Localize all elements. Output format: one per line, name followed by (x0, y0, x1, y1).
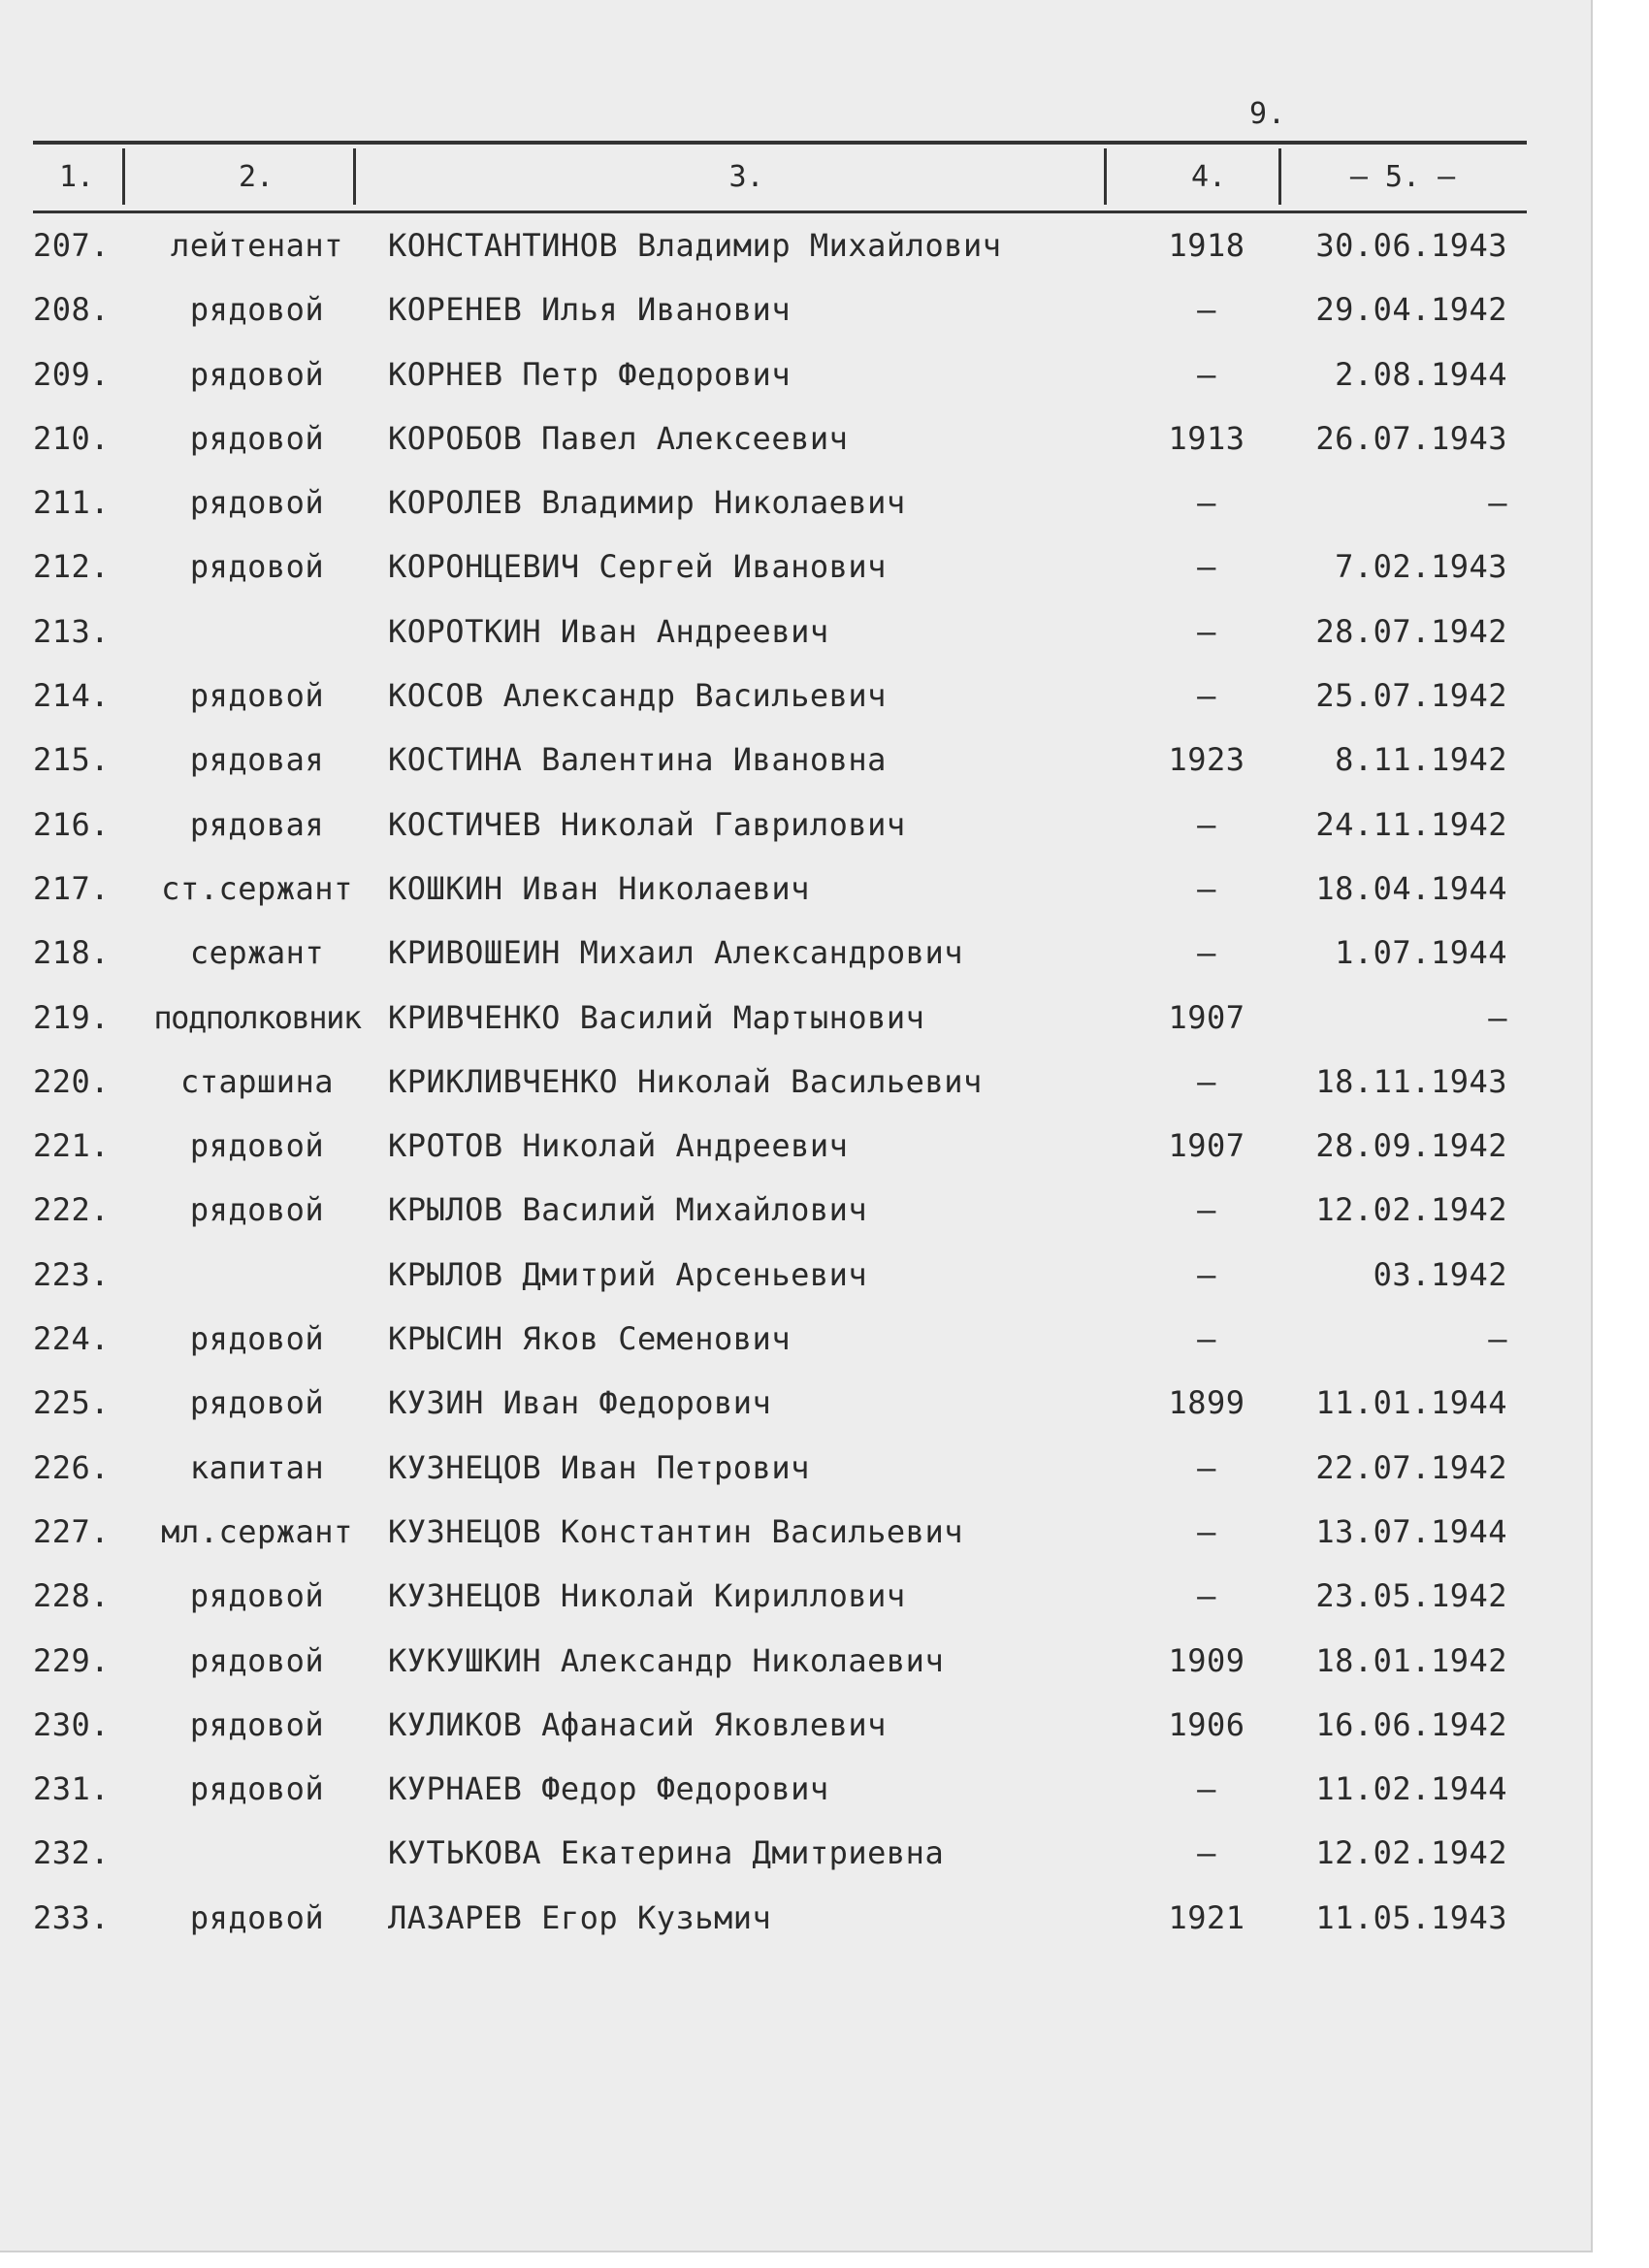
row-number: 214. (33, 677, 111, 715)
table-row (33, 277, 1527, 341)
row-date: 2.08.1944 (1335, 355, 1507, 393)
row-birth-year: 1909 (1168, 1641, 1245, 1679)
row-date: 8.11.1942 (1335, 741, 1507, 779)
row-date: 11.05.1943 (1315, 1898, 1507, 1936)
row-name: КУЗНЕЦОВ Иван Петрович (388, 1448, 810, 1486)
row-number: 211. (33, 484, 111, 522)
row-name: КУЗИН Иван Федорович (388, 1384, 772, 1422)
row-birth-year: – (1197, 934, 1216, 972)
row-number: 217. (33, 869, 111, 907)
row-birth-year: 1923 (1168, 741, 1245, 779)
row-rank: рядовой (189, 484, 325, 522)
table-row (33, 986, 1527, 1050)
row-date: 18.01.1942 (1315, 1641, 1507, 1679)
row-rank: рядовой (189, 1384, 325, 1422)
table-row (33, 728, 1527, 792)
row-name: КОРОНЦЕВИЧ Сергей Иванович (388, 548, 887, 586)
table-row (33, 470, 1527, 535)
row-name: КРЫЛОВ Дмитрий Арсеньевич (388, 1255, 868, 1293)
row-date: 03.1942 (1373, 1255, 1507, 1293)
row-birth-year: – (1197, 484, 1216, 522)
table-row (33, 1243, 1527, 1307)
row-rank: сержант (189, 934, 325, 972)
row-birth-year: – (1197, 1320, 1216, 1358)
row-birth-year: – (1197, 869, 1216, 907)
table-row (33, 1629, 1527, 1693)
row-name: КУТЬКОВА Екатерина Дмитриевна (388, 1834, 945, 1872)
row-date: 28.07.1942 (1315, 612, 1507, 650)
row-number: 216. (33, 805, 111, 843)
row-rank: рядовая (189, 805, 325, 843)
row-number: 229. (33, 1641, 111, 1679)
row-number: 223. (33, 1255, 111, 1293)
row-date: 11.01.1944 (1315, 1384, 1507, 1422)
row-rank: лейтенант (171, 227, 343, 264)
row-date: 25.07.1942 (1315, 677, 1507, 715)
row-rank: рядовой (189, 1641, 325, 1679)
row-number: 210. (33, 419, 111, 457)
table-row (33, 1436, 1527, 1500)
table-row (33, 1307, 1527, 1371)
row-name: КОРОБОВ Павел Алексеевич (388, 419, 849, 457)
table-row (33, 1500, 1527, 1564)
row-birth-year: – (1197, 805, 1216, 843)
row-number: 209. (33, 355, 111, 393)
row-number: 227. (33, 1512, 111, 1550)
row-number: 232. (33, 1834, 111, 1872)
row-rank: рядовой (189, 291, 325, 329)
row-birth-year: 1918 (1168, 227, 1245, 264)
row-name: КУЗНЕЦОВ Константин Васильевич (388, 1512, 963, 1550)
row-birth-year: – (1197, 1191, 1216, 1229)
row-name: КОСТИНА Валентина Ивановна (388, 741, 887, 779)
row-birth-year: – (1197, 1062, 1216, 1100)
row-number: 207. (33, 227, 111, 264)
table-row (33, 1564, 1527, 1628)
table-row (33, 1050, 1527, 1114)
row-rank: рядовой (189, 419, 325, 457)
table-row (33, 1821, 1527, 1885)
row-name: КОСТИЧЕВ Николай Гаврилович (388, 805, 906, 843)
row-birth-year: – (1197, 548, 1216, 586)
row-birth-year: – (1197, 1577, 1216, 1615)
row-number: 219. (33, 998, 111, 1036)
row-number: 215. (33, 741, 111, 779)
row-birth-year: 1906 (1168, 1705, 1245, 1743)
table-row (33, 1886, 1527, 1950)
row-name: КОРОЛЕВ Владимир Николаевич (388, 484, 906, 522)
page-number: 9. (1249, 97, 1287, 131)
header-col-5: — 5. — (1349, 160, 1456, 194)
row-rank: старшина (179, 1062, 335, 1100)
table-row (33, 342, 1527, 406)
row-rank: рядовой (189, 677, 325, 715)
row-number: 220. (33, 1062, 111, 1100)
row-birth-year: 1913 (1168, 419, 1245, 457)
row-name: КРИВЧЕНКО Василий Мартынович (388, 998, 925, 1036)
row-name: КРЫСИН Яков Семенович (388, 1320, 792, 1358)
row-number: 226. (33, 1448, 111, 1486)
row-date: 23.05.1942 (1315, 1577, 1507, 1615)
row-date: 7.02.1943 (1335, 548, 1507, 586)
row-date: 30.06.1943 (1315, 227, 1507, 264)
row-number: 224. (33, 1320, 111, 1358)
row-name: КРИКЛИВЧЕНКО Николай Васильевич (388, 1062, 983, 1100)
row-date: 12.02.1942 (1315, 1834, 1507, 1872)
row-rank: рядовой (189, 355, 325, 393)
table-row (33, 406, 1527, 470)
row-birth-year: – (1197, 291, 1216, 329)
table-row (33, 535, 1527, 599)
table-header (33, 141, 1527, 213)
row-rank: мл.сержант (161, 1512, 353, 1550)
table-row (33, 921, 1527, 985)
row-date: 22.07.1942 (1315, 1448, 1507, 1486)
row-rank: рядовой (189, 1577, 325, 1615)
row-name: КОСОВ Александр Васильевич (388, 677, 887, 715)
table-row (33, 857, 1527, 921)
row-number: 228. (33, 1577, 111, 1615)
row-birth-year: 1907 (1168, 1127, 1245, 1165)
row-birth-year: – (1197, 1770, 1216, 1808)
table-row (33, 664, 1527, 728)
row-date: 16.06.1942 (1315, 1705, 1507, 1743)
row-rank: рядовой (189, 1898, 325, 1936)
row-date: 18.11.1943 (1315, 1062, 1507, 1100)
row-date: 1.07.1944 (1335, 934, 1507, 972)
table-row (33, 1693, 1527, 1757)
row-number: 225. (33, 1384, 111, 1422)
table-row (33, 599, 1527, 664)
row-number: 212. (33, 548, 111, 586)
row-rank: рядовой (189, 548, 325, 586)
row-date: 24.11.1942 (1315, 805, 1507, 843)
row-name: КОРОТКИН Иван Андреевич (388, 612, 829, 650)
row-birth-year: – (1197, 355, 1216, 393)
row-birth-year: – (1197, 1255, 1216, 1293)
row-date: 28.09.1942 (1315, 1127, 1507, 1165)
row-name: КОНСТАНТИНОВ Владимир Михайлович (388, 227, 1002, 264)
row-number: 208. (33, 291, 111, 329)
table-row (33, 1114, 1527, 1178)
header-col-4: 4. (1190, 160, 1227, 194)
row-rank: подполковник (153, 998, 361, 1036)
row-number: 233. (33, 1898, 111, 1936)
row-rank: ст.сержант (161, 869, 353, 907)
row-number: 231. (33, 1770, 111, 1808)
row-birth-year: 1899 (1168, 1384, 1245, 1422)
row-birth-year: – (1197, 612, 1216, 650)
row-name: КОШКИН Иван Николаевич (388, 869, 810, 907)
row-date: 11.02.1944 (1315, 1770, 1507, 1808)
header-col-3: 3. (728, 160, 764, 194)
row-rank: рядовой (189, 1705, 325, 1743)
row-name: КРЫЛОВ Василий Михайлович (388, 1191, 868, 1229)
row-birth-year: – (1197, 677, 1216, 715)
row-date: 29.04.1942 (1315, 291, 1507, 329)
row-date: – (1488, 998, 1507, 1036)
row-date: 18.04.1944 (1315, 869, 1507, 907)
row-name: КРОТОВ Николай Андреевич (388, 1127, 849, 1165)
row-number: 218. (33, 934, 111, 972)
row-rank: рядовая (189, 741, 325, 779)
row-date: – (1488, 484, 1507, 522)
table-row (33, 1757, 1527, 1821)
row-birth-year: – (1197, 1448, 1216, 1486)
row-name: КУКУШКИН Александр Николаевич (388, 1641, 945, 1679)
row-name: КОРЕНЕВ Илья Иванович (388, 291, 792, 329)
row-date: – (1488, 1320, 1507, 1358)
records-table (33, 141, 1527, 1950)
row-number: 213. (33, 612, 111, 650)
row-date: 26.07.1943 (1315, 419, 1507, 457)
table-row (33, 1178, 1527, 1242)
header-col-1: 1. (58, 160, 95, 194)
row-name: КУЗНЕЦОВ Николай Кириллович (388, 1577, 906, 1615)
table-row (33, 213, 1527, 277)
row-number: 222. (33, 1191, 111, 1229)
row-date: 12.02.1942 (1315, 1191, 1507, 1229)
row-birth-year: – (1197, 1512, 1216, 1550)
row-birth-year: 1907 (1168, 998, 1245, 1036)
row-number: 230. (33, 1705, 111, 1743)
row-rank: капитан (189, 1448, 325, 1486)
row-rank: рядовой (189, 1320, 325, 1358)
row-rank: рядовой (189, 1127, 325, 1165)
row-name: КУЛИКОВ Афанасий Яковлевич (388, 1705, 887, 1743)
row-rank: рядовой (189, 1191, 325, 1229)
table-body (33, 213, 1527, 1950)
row-rank: рядовой (189, 1770, 325, 1808)
row-name: ЛАЗАРЕВ Егор Кузьмич (388, 1898, 772, 1936)
row-number: 221. (33, 1127, 111, 1165)
row-name: КОРНЕВ Петр Федорович (388, 355, 792, 393)
row-name: КРИВОШЕИН Михаил Александрович (388, 934, 963, 972)
table-row (33, 1371, 1527, 1435)
row-name: КУРНАЕВ Федор Федорович (388, 1770, 829, 1808)
row-birth-year: 1921 (1168, 1898, 1245, 1936)
row-birth-year: – (1197, 1834, 1216, 1872)
table-row (33, 793, 1527, 857)
header-col-2: 2. (238, 160, 275, 194)
row-date: 13.07.1944 (1315, 1512, 1507, 1550)
